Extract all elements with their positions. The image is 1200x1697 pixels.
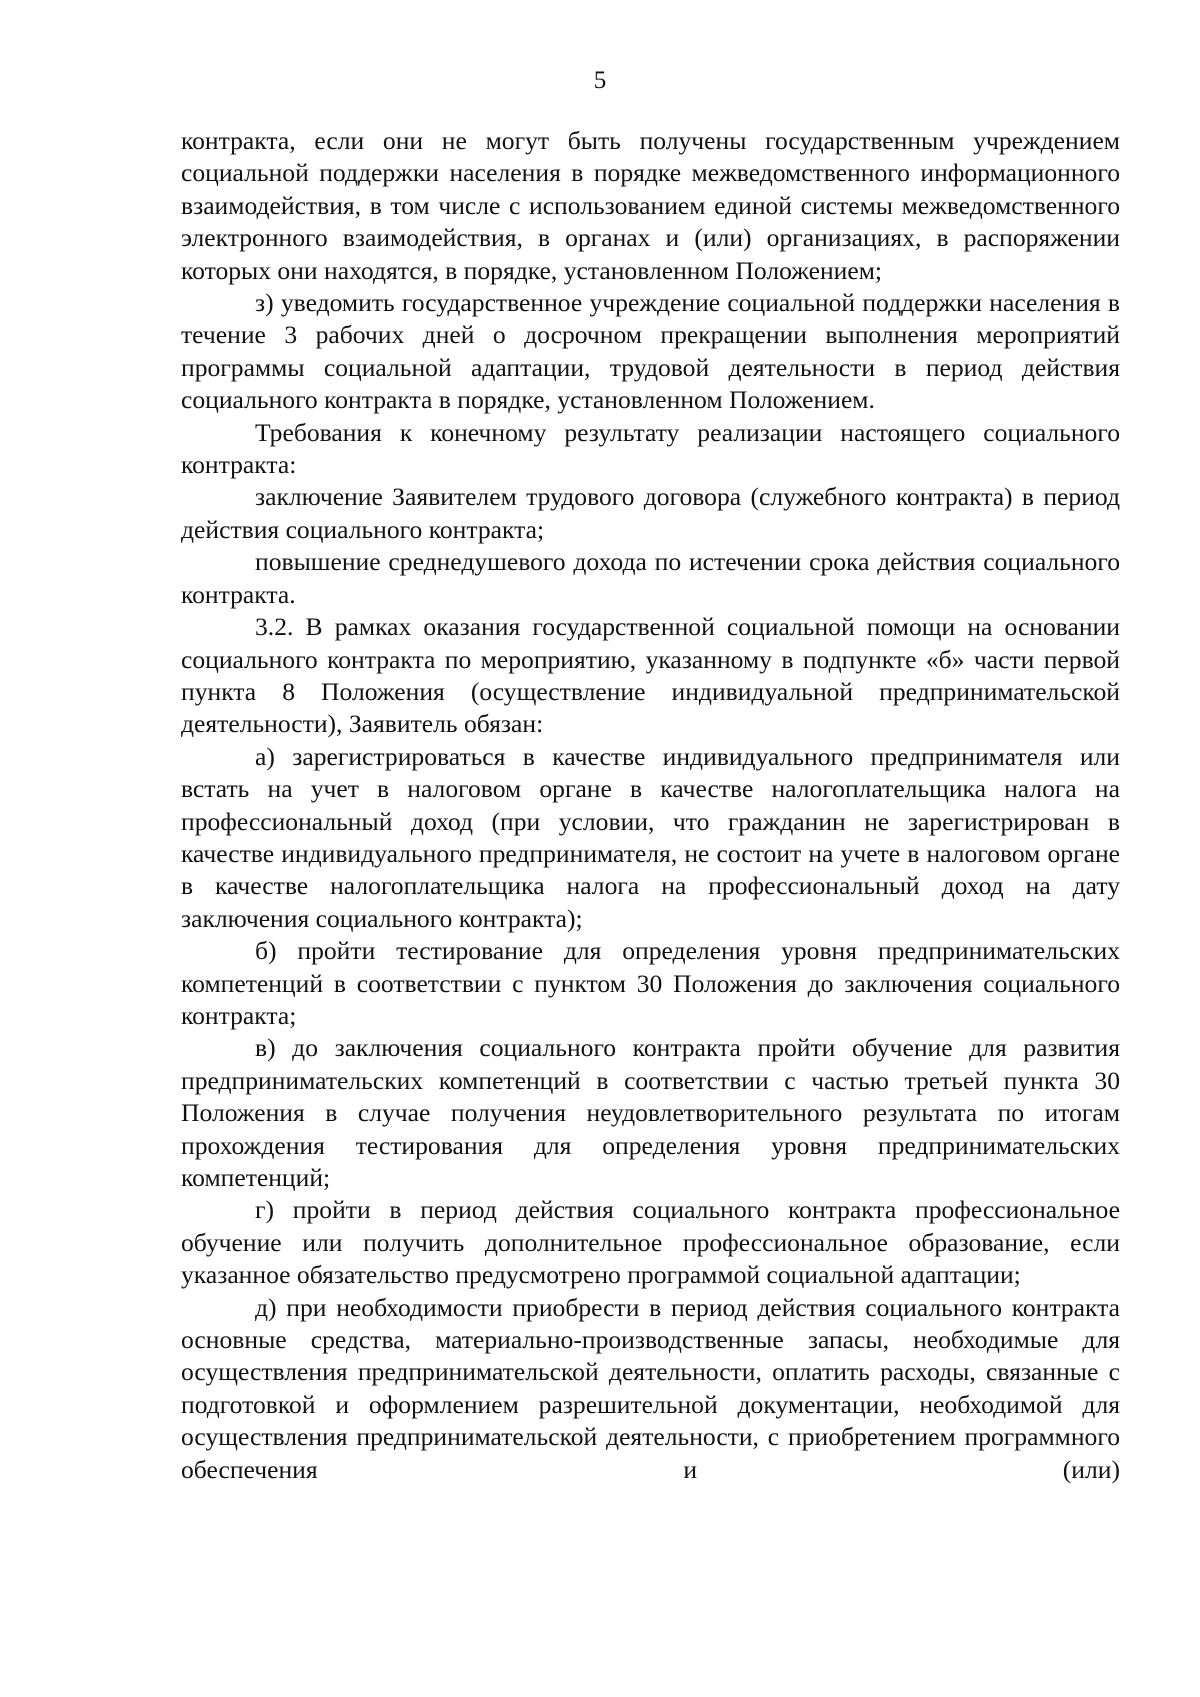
paragraph-item-v: в) до заключения социального контракта пройти обучение для развития предпринимательских компетенций в соответствии с частью третьей пункта 30 Положения в случае получения неудовлетворительного результата по итогам прохождения тестирования для определения уровня предпринимательских компетенций; xyxy=(181,1033,1120,1192)
paragraph-item-z: з) уведомить государственное учреждение социальной поддержки населения в течение 3 рабочих дней о досрочном прекращении выполнения мероприятий программы социальной адаптации, трудовой деятельности в период действия социального контракта в порядке, установленном Положением. xyxy=(181,288,1120,415)
paragraph-continuation: контракта, если они не могут быть получены государственным учреждением социальной поддержки населения в порядке межведомственного информационного взаимодействия, в том числе с использованием единой системы межведомственного электронного взаимодействия, в органах и (или) организациях, в распоряжении которых они находятся, в порядке, установленном Положением; xyxy=(181,126,1120,285)
page-number: 5 xyxy=(593,67,607,94)
paragraph-item-a: а) зарегистрироваться в качестве индивидуального предпринимателя или встать на учет в налоговом органе в качестве налогоплательщика налога на профессиональный доход (при условии, что гражданин не зарегистрирован в качестве индивидуального предпринимателя, не состоит на учете в налоговом органе в качестве налогоплательщика налога на профессиональный доход на дату заключения социального контракта); xyxy=(181,741,1120,933)
paragraph-section-3-2: 3.2. В рамках оказания государственной социальной помощи на основании социального контракта по мероприятию, указанному в подпункте «б» части первой пункта 8 Положения (осуществление индивидуальной предпринимательской деятельности), Заявитель обязан: xyxy=(181,612,1120,739)
paragraph-requirement-1: заключение Заявителем трудового договора (служебного контракта) в период действия социального контракта; xyxy=(181,482,1120,544)
paragraph-requirement-2: повышение среднедушевого дохода по истечении срока действия социального контракта. xyxy=(181,547,1120,609)
document-body xyxy=(181,125,1120,1486)
paragraph-item-g: г) пройти в период действия социального контракта профессиональное обучение или получить дополнительное профессиональное образование, если указанное обязательство предусмотрено программой социальной адаптации; xyxy=(181,1195,1120,1290)
paragraph-requirements: Требования к конечному результату реализации настоящего социального контракта: xyxy=(181,417,1120,480)
paragraph-item-b: б) пройти тестирование для определения уровня предпринимательских компетенций в соответствии с пунктом 30 Положения до заключения социального контракта; xyxy=(181,936,1120,1030)
paragraph-item-d: д) при необходимости приобрести в период действия социального контракта основные средства, материально-производственные запасы, необходимые для осуществления предпринимательской деятельности, оплатить расходы, связанные с подготовкой и оформлением разрешительной документации, необходимой для осуществления предпринимательской деятельности, с приобретением программного обеспечения и (или) xyxy=(181,1292,1120,1484)
